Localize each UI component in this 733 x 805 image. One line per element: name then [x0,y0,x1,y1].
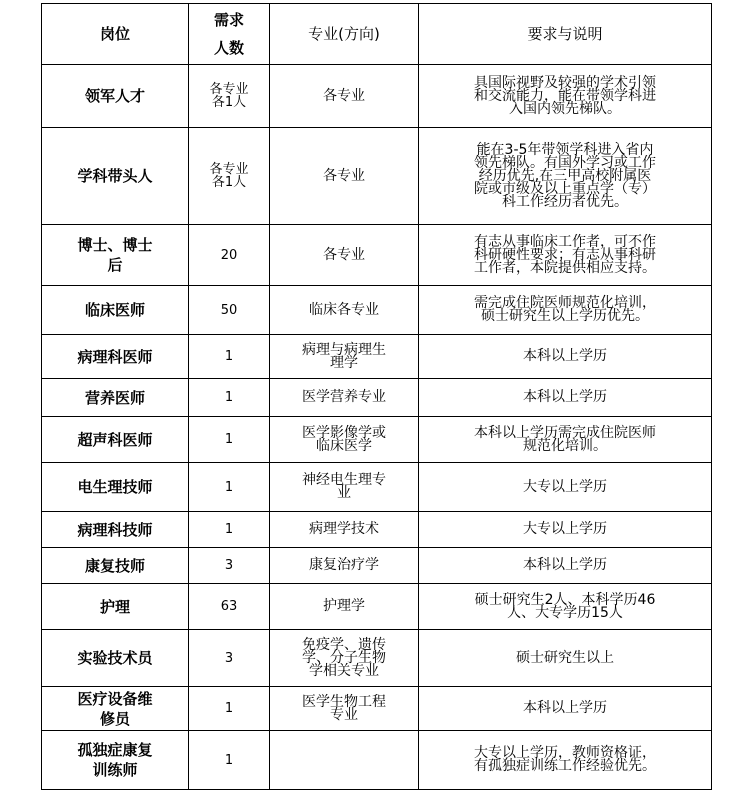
cell-requirement: 本科以上学历 [419,548,712,584]
table-row [42,584,712,630]
table-row [42,379,712,417]
cell-major: 神经电生理专 业 [270,463,419,512]
header-count: 需求 人数 [189,4,270,65]
cell-position: 病理科医师 [42,335,189,379]
cell-requirement: 大专以上学历 [419,512,712,548]
cell-requirement: 能在3-5年带领学科进入省内 领先梯队。有国外学习或工作 经历优先,在三甲高校附属医 院或市级及以上重点学（专） 科工作经历者优先。 [419,128,712,225]
header-row [42,4,712,65]
cell-major: 医学影像学或 临床医学 [270,417,419,463]
cell-position: 康复技师 [42,548,189,584]
cell-requirement: 需完成住院医师规范化培训， 硕士研究生以上学历优先。 [419,286,712,335]
cell-count: 3 [189,630,270,687]
cell-count: 3 [189,548,270,584]
table-row [42,417,712,463]
table-row [42,548,712,584]
cell-requirement: 本科以上学历 [419,687,712,731]
table-row [42,630,712,687]
cell-position: 孤独症康复 训练师 [42,731,189,790]
cell-position: 护理 [42,584,189,630]
cell-major: 康复治疗学 [270,548,419,584]
cell-count: 1 [189,335,270,379]
cell-requirement: 本科以上学历 [419,335,712,379]
header-major: 专业(方向) [270,4,419,65]
cell-count: 1 [189,379,270,417]
cell-count: 63 [189,584,270,630]
cell-major: 医学生物工程 专业 [270,687,419,731]
cell-position: 博士、博士 后 [42,225,189,286]
table-row [42,128,712,225]
cell-count: 各专业 各1人 [189,128,270,225]
cell-count: 1 [189,417,270,463]
cell-major: 病理学技术 [270,512,419,548]
cell-requirement: 有志从事临床工作者，可不作 科研硬性要求；有志从事科研 工作者，本院提供相应支持。 [419,225,712,286]
cell-major: 各专业 [270,65,419,128]
cell-position: 实验技术员 [42,630,189,687]
cell-major: 各专业 [270,128,419,225]
cell-major [270,731,419,790]
table-row [42,687,712,731]
cell-count: 1 [189,687,270,731]
cell-requirement: 大专以上学历，教师资格证， 有孤独症训练工作经验优先。 [419,731,712,790]
table-row [42,225,712,286]
cell-count: 50 [189,286,270,335]
cell-position: 临床医师 [42,286,189,335]
cell-requirement: 硕士研究生以上 [419,630,712,687]
cell-major: 医学营养专业 [270,379,419,417]
cell-position: 超声科医师 [42,417,189,463]
cell-requirement: 大专以上学历 [419,463,712,512]
table-row [42,286,712,335]
cell-count: 20 [189,225,270,286]
cell-requirement: 本科以上学历需完成住院医师 规范化培训。 [419,417,712,463]
cell-major: 病理与病理生 理学 [270,335,419,379]
cell-major: 免疫学、遗传 学、分子生物 学相关专业 [270,630,419,687]
cell-position: 学科带头人 [42,128,189,225]
table-row [42,731,712,790]
cell-position: 病理科技师 [42,512,189,548]
table-body [42,65,712,790]
cell-position: 营养医师 [42,379,189,417]
cell-position: 医疗设备维 修员 [42,687,189,731]
cell-major: 护理学 [270,584,419,630]
table-row [42,463,712,512]
cell-requirement: 硕士研究生2人、本科学历46 人、大专学历15人 [419,584,712,630]
cell-major: 各专业 [270,225,419,286]
cell-count: 1 [189,731,270,790]
cell-requirement: 本科以上学历 [419,379,712,417]
table-row [42,512,712,548]
table-row [42,65,712,128]
cell-count: 1 [189,463,270,512]
cell-major: 临床各专业 [270,286,419,335]
cell-position: 电生理技师 [42,463,189,512]
header-requirement: 要求与说明 [419,4,712,65]
header-position: 岗位 [42,4,189,65]
cell-count: 各专业 各1人 [189,65,270,128]
cell-position: 领军人才 [42,65,189,128]
cell-requirement: 具国际视野及较强的学术引领 和交流能力，能在带领学科进 入国内领先梯队。 [419,65,712,128]
table-row [42,335,712,379]
recruitment-table [41,3,712,790]
cell-count: 1 [189,512,270,548]
